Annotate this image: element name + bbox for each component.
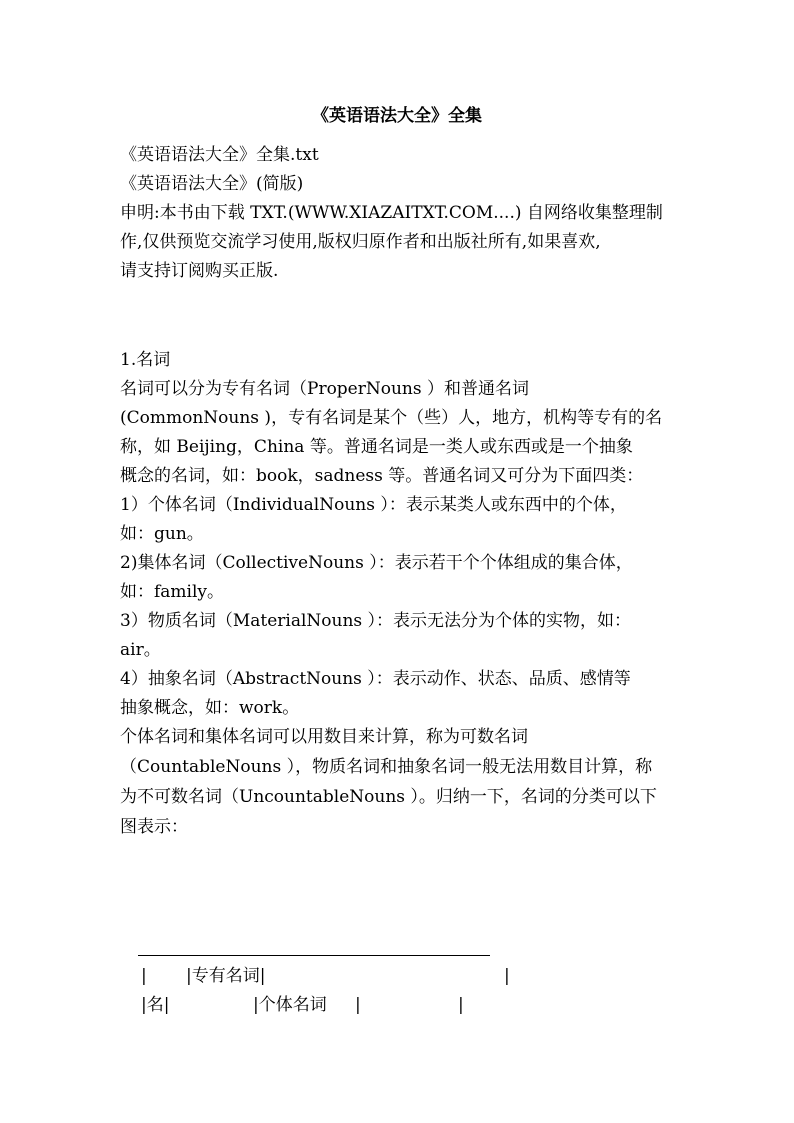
intro-line: 请支持订阅购买正版.: [120, 261, 279, 281]
body-line: 如：gun。: [120, 524, 204, 544]
body-line: 3）物质名词（MaterialNouns ）：表示无法分为个体的实物，如：: [120, 611, 632, 631]
intro-line: 作,仅供预览交流学习使用,版权归原作者和出版社所有,如果喜欢,: [120, 232, 601, 252]
body-line: 4）抽象名词（AbstractNouns ）：表示动作、状态、品质、感情等: [120, 669, 631, 689]
body-line: 为不可数名词（UncountableNouns ）。归纳一下，名词的分类可以下: [120, 787, 657, 807]
body-line: 名词可以分为专有名词（ProperNouns ）和普通名词: [120, 379, 530, 399]
table-cell: |个体名词: [253, 995, 327, 1015]
table-cell: |: [141, 966, 147, 986]
body-line: 个体名词和集体名词可以用数目来计算，称为可数名词: [120, 727, 528, 747]
intro-line: 《英语语法大全》全集.txt: [120, 145, 319, 165]
body-line: (CommonNouns )，专有名词是某个（些）人，地方，机构等专有的名: [120, 408, 663, 428]
table-cell: |: [504, 966, 510, 986]
body-line: （CountableNouns ），物质名词和抽象名词一般无法用数目计算，称: [120, 757, 653, 777]
document-title: 《英语语法大全》全集: [312, 106, 482, 126]
body-line: 概念的名词，如：book，sadness 等。普通名词又可分为下面四类：: [120, 466, 644, 486]
section-heading: 1.名词: [120, 350, 171, 370]
intro-line: 申明:本书由下载 TXT.(WWW.XIAZAITXT.COM....) 自网络收集整理制: [120, 203, 663, 223]
body-line: 2)集体名词（CollectiveNouns ）：表示若干个个体组成的集合体，: [120, 553, 633, 573]
table-cell: |: [355, 995, 361, 1015]
body-line: 称，如 Beijing，China 等。普通名词是一类人或东西或是一个抽象: [120, 437, 633, 457]
body-line: 图表示：: [120, 817, 188, 837]
intro-line: 《英语语法大全》(简版): [120, 174, 304, 194]
table-cell: |专有名词|: [186, 966, 266, 986]
body-line: air。: [120, 640, 161, 660]
table-cell: |: [458, 995, 464, 1015]
table-top-rule: [138, 955, 490, 956]
body-line: 抽象概念，如：work。: [120, 698, 300, 718]
table-cell: |名|: [141, 995, 170, 1015]
body-line: 如：family。: [120, 582, 225, 602]
body-line: 1）个体名词（IndividualNouns ）：表示某类人或东西中的个体，: [120, 495, 627, 515]
